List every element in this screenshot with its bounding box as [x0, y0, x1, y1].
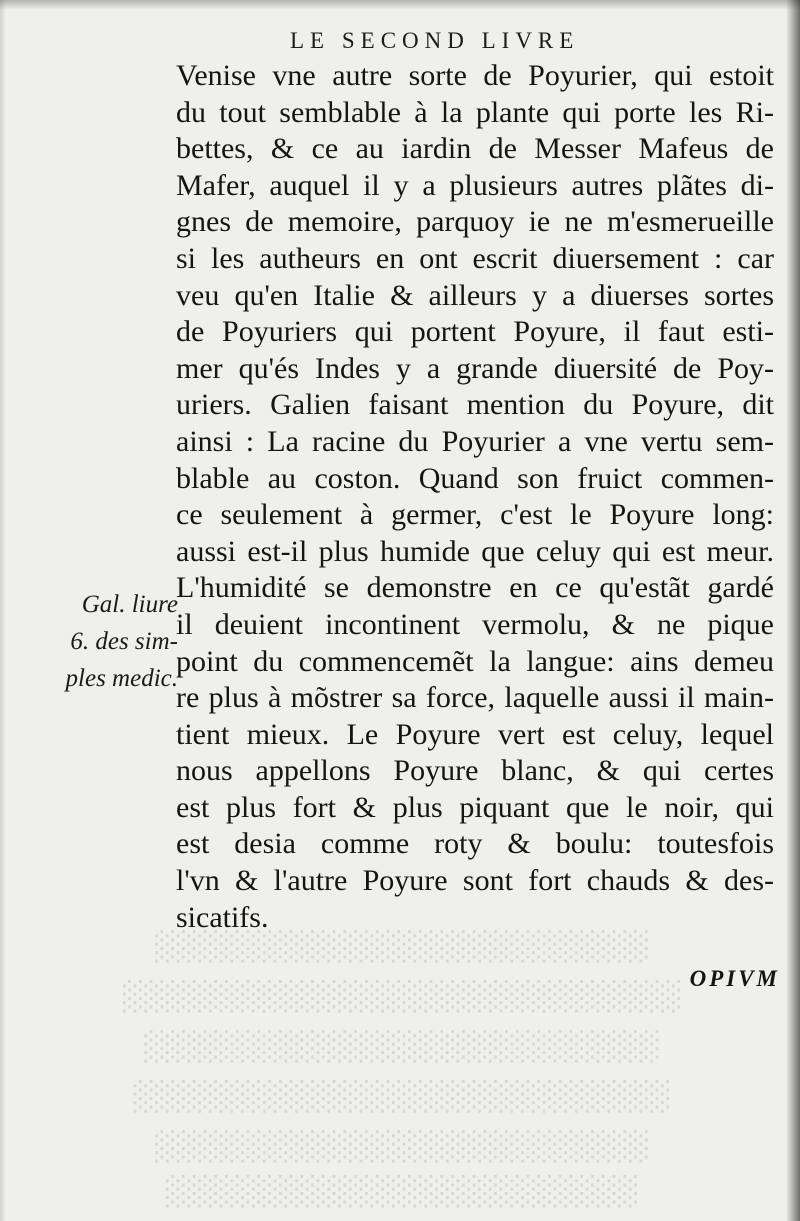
- text-line: aussi est-il plus humide que celuy qui est meur.: [176, 534, 774, 568]
- text-line: sicatifs.: [176, 900, 269, 934]
- text-line: Venise vne autre sorte de Poyurier, qui estoit: [176, 59, 774, 92]
- page-top-shadow: [0, 0, 800, 10]
- text-line: gnes de memoire, parquoy ie ne m'esmerueille: [176, 205, 774, 239]
- show-through-line: ░░░░░░░░░░░░░░░░░░░░░░░: [152, 1130, 648, 1163]
- text-line: ce seulement à germer, c'est le Poyure long:: [176, 498, 774, 532]
- running-head: LE SECOND LIVRE: [290, 28, 580, 53]
- text-line: L'humidité se demonstre en ce qu'estãt gardé: [176, 571, 774, 605]
- catchword: OPIVM: [689, 966, 780, 991]
- margin-note-line: 6. des sim-: [70, 628, 178, 655]
- text-line: blable au coston. Quand son fruict commen-: [176, 461, 774, 495]
- margin-note-line: ples medic.: [65, 665, 178, 692]
- show-through-line: ░░░░░░░░░░░░░░░░░░░░░░░░░: [130, 1080, 670, 1113]
- text-line: est plus fort & plus piquant que le noir, qui: [176, 790, 774, 824]
- text-line: il deuient incontinent vermolu, & ne pique: [176, 607, 774, 641]
- text-line: nous appellons Poyure blanc, & qui certes: [176, 754, 774, 788]
- text-line: veu qu'en Italie & ailleurs y a diuerses sortes: [176, 278, 774, 312]
- margin-note: [40, 586, 178, 697]
- text-line: tient mieux. Le Poyure vert est celuy, lequel: [176, 717, 774, 751]
- show-through-line: ░░░░░░░░░░░░░░░░░░░░░░░░░░: [120, 980, 680, 1013]
- text-line: re plus à mõstrer sa force, laquelle aussi il main-: [176, 681, 774, 715]
- show-through-line: ░░░░░░░░░░░░░░░░░░░░░░░: [152, 930, 648, 963]
- show-through-line: ░░░░░░░░░░░░░░░░░░░░░░░░: [141, 1030, 659, 1063]
- text-line: mer qu'és Indes y a grande diuersité de Poy-: [176, 351, 774, 385]
- show-through-line: ░░░░░░░░░░░░░░░░░░░░░░: [163, 1175, 637, 1208]
- text-line: bettes, & ce au iardin de Messer Mafeus de: [176, 132, 774, 166]
- text-line: uriers. Galien faisant mention du Poyure, dit: [176, 388, 774, 422]
- text-line: si les autheurs en ont escrit diuersement : car: [176, 241, 774, 275]
- text-line: du tout semblable à la plante qui porte les Ri-: [176, 95, 774, 129]
- text-line: point du commencemẽt la langue: ains demeu: [176, 644, 774, 678]
- text-line: l'vn & l'autre Poyure sont fort chauds & des-: [176, 864, 774, 898]
- body-text: [176, 58, 774, 936]
- text-line: Mafer, auquel il y a plusieurs autres plãtes di-: [176, 168, 774, 202]
- text-line: de Poyuriers qui portent Poyure, il faut esti-: [176, 315, 774, 349]
- text-line: est desia comme roty & boulu: toutesfois: [176, 827, 774, 861]
- margin-note-line: Gal. liure: [81, 591, 178, 618]
- page-edge-shadow: [786, 0, 800, 1221]
- text-line: ainsi : La racine du Poyurier a vne vertu sem-: [176, 424, 774, 458]
